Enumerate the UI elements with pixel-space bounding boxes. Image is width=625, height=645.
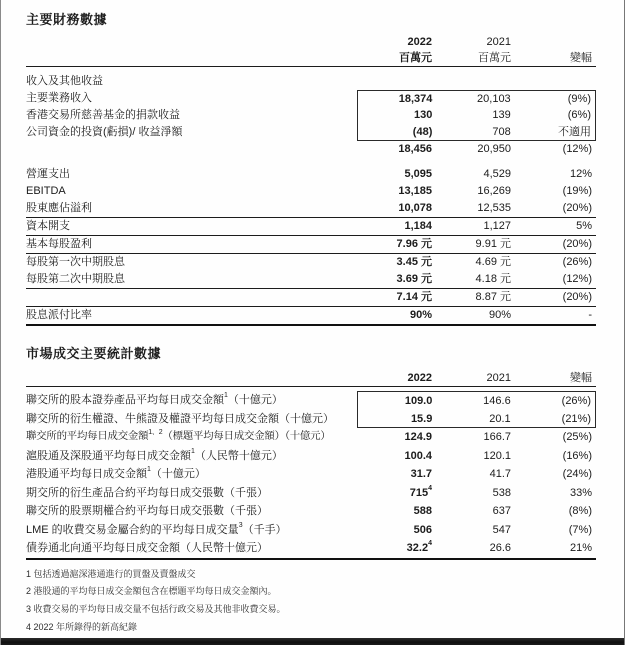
table-row <box>26 465 596 484</box>
value-2022: 5,095 <box>404 168 432 180</box>
table-row <box>26 141 596 158</box>
footnote: 4 2022 年所錄得的新高紀錄 <box>26 621 138 632</box>
value-2021: 4.18 元 <box>475 273 511 285</box>
value-2022 <box>357 73 432 90</box>
header-year-2021: 2021 <box>486 372 511 384</box>
value-2022: 100.4 <box>404 449 432 462</box>
value-2022: 13,185 <box>398 185 432 197</box>
value-2021: 139 <box>492 109 511 121</box>
row-label: 債券通北向通平均每日成交金額（人民幣十億元） <box>26 542 268 554</box>
table-row <box>26 183 596 200</box>
row-label: 收入及其他收益 <box>26 75 103 87</box>
value-2021: 90% <box>488 309 511 321</box>
value-2021: 20.1 <box>489 412 511 425</box>
row-label: 聯交所的衍生權證、牛熊證及權證平均每日成交金額（十億元） <box>26 412 334 425</box>
table-row <box>26 539 596 560</box>
row-values <box>357 218 596 235</box>
value-2022: 18,456 <box>398 143 432 155</box>
header-year-2022: 2022 <box>407 372 432 384</box>
header-year-2022: 2022 <box>407 36 432 48</box>
value-change: (26%) <box>562 256 592 268</box>
row-label: 每股第二次中期股息 <box>26 273 125 285</box>
row-values <box>357 410 596 429</box>
table-row <box>26 166 596 183</box>
value-2021: 16,269 <box>477 185 511 197</box>
value-change: 12% <box>569 168 592 180</box>
value-2022: 3.69 元 <box>396 273 432 285</box>
row-values <box>357 539 596 558</box>
table-row <box>26 271 596 289</box>
value-2022: 588 <box>413 505 432 517</box>
value-2021: 20,950 <box>477 143 511 155</box>
row-values <box>357 107 596 124</box>
row-label: 基本每股盈利 <box>26 238 92 250</box>
market-table-rows <box>26 387 596 560</box>
value-change: 33% <box>569 486 592 499</box>
row-values <box>357 141 596 158</box>
row-label: 公司資金的投資(虧損)/ 收益淨額 <box>26 126 183 138</box>
value-2022: 7.96 元 <box>396 238 432 250</box>
value-change: (20%) <box>562 291 592 303</box>
value-change: 21% <box>569 542 592 554</box>
value-2021: 9.91 元 <box>475 238 511 250</box>
value-2021: 20,103 <box>477 93 511 105</box>
value-change: (20%) <box>562 238 592 250</box>
footnote: 3 收費交易的平均每日成交量不包括行政交易及其他非收費交易。 <box>26 604 286 615</box>
row-label <box>26 289 357 306</box>
header-spacer <box>26 50 357 66</box>
header-units-cells <box>357 50 596 66</box>
value-2022: 506 <box>413 523 432 536</box>
header-years-cells <box>357 34 596 50</box>
row-values <box>357 391 596 410</box>
value-2022: 15.9 <box>410 412 433 425</box>
financial-table-header <box>26 34 596 67</box>
row-values <box>357 73 596 90</box>
value-change: (9%) <box>567 93 591 105</box>
financial-table-rows <box>26 67 596 326</box>
header-years-row <box>26 370 596 386</box>
row-values <box>357 289 596 306</box>
value-2022: 10,078 <box>398 202 432 214</box>
value-change: (16%) <box>562 449 592 462</box>
value-change: (7%) <box>568 523 592 536</box>
financial-data-section-title: 主要財務數據 <box>26 12 108 27</box>
value-change: - <box>588 309 592 321</box>
row-label: 香港交易所慈善基金的捐款收益 <box>26 109 180 121</box>
value-2021 <box>432 73 511 90</box>
value-2022: $715^4$ <box>409 484 432 499</box>
row-label: 滬股通及深股通平均每日成交金額$^1$（人民幣十億元） <box>26 447 283 462</box>
value-2022: 124.9 <box>404 431 432 443</box>
table-row <box>26 484 596 503</box>
value-2021: 637 <box>492 505 511 517</box>
row-label: 每股第一次中期股息 <box>26 256 125 268</box>
value-change: 5% <box>576 220 592 232</box>
table-row <box>26 521 596 540</box>
header-units-row <box>26 50 596 66</box>
row-values <box>357 307 596 324</box>
table-row <box>26 254 596 271</box>
row-values <box>357 183 596 200</box>
value-change: (25%) <box>562 431 592 443</box>
row-values <box>357 428 596 447</box>
row-values <box>357 124 596 141</box>
row-values <box>357 166 596 183</box>
value-change: (24%) <box>562 468 592 480</box>
header-change-spacer <box>511 34 592 50</box>
row-values <box>357 200 596 217</box>
header-change-label: 變幅 <box>570 372 592 384</box>
header-change-label: 變幅 <box>570 52 592 64</box>
value-change: (12%) <box>562 273 592 285</box>
value-change: (19%) <box>562 185 592 197</box>
table-row <box>26 447 596 466</box>
value-2022: 32.2$^4$ <box>406 540 432 554</box>
value-2021: 547 <box>492 523 511 536</box>
table-row <box>26 200 596 218</box>
value-change <box>511 73 592 90</box>
market-stats-section-title: 市場成交主要統計數據 <box>26 346 162 361</box>
row-values <box>357 447 596 466</box>
row-values <box>357 465 596 484</box>
row-label: 營運支出 <box>26 168 70 180</box>
value-2021: 538 <box>492 486 511 499</box>
row-values <box>357 502 596 521</box>
value-2022: (48) <box>412 126 433 138</box>
row-label: 期交所的衍生產品合約平均每日成交張數（千張） <box>26 486 268 499</box>
row-values <box>357 484 596 503</box>
table-row <box>26 73 596 90</box>
header-spacer <box>26 34 357 50</box>
value-2021: 12,535 <box>477 202 511 214</box>
row-label: LME 的收費交易金屬合約的平均每日成交量$^3$（千手） <box>26 521 287 536</box>
row-label: 主要業務收入 <box>26 92 92 104</box>
header-unit-2022: 百萬元 <box>399 52 432 64</box>
header-years-cells <box>357 370 596 386</box>
header-unit-2021: 百萬元 <box>478 52 511 64</box>
value-change: (8%) <box>568 505 592 517</box>
table-row <box>26 428 596 447</box>
row-values <box>357 90 596 107</box>
value-2021: 166.7 <box>483 431 511 443</box>
value-change: (6%) <box>567 109 591 121</box>
value-2022: 3.45 元 <box>396 256 432 268</box>
value-2022: 130 <box>414 109 433 121</box>
table-row <box>26 410 596 429</box>
table-row <box>26 391 596 410</box>
row-values <box>357 236 596 253</box>
value-2022: 31.7 <box>410 468 432 480</box>
value-change: 不適用 <box>558 126 591 138</box>
row-label: 聯交所的股票期權合約平均每日成交張數（千張） <box>26 505 268 517</box>
value-change: (20%) <box>562 202 592 214</box>
table-row <box>26 502 596 521</box>
row-label <box>26 141 357 158</box>
value-2022: 7.14 元 <box>396 291 432 303</box>
value-2022: 109.0 <box>404 395 433 407</box>
page-content <box>1 0 624 637</box>
value-2021: 4.69 元 <box>475 256 511 268</box>
market-table-header <box>26 370 596 387</box>
row-values <box>357 254 596 271</box>
table-row <box>26 90 596 107</box>
row-label: 股息派付比率 <box>26 309 92 321</box>
value-2021: 708 <box>492 126 511 138</box>
header-year-2021: 2021 <box>486 36 511 48</box>
value-2022: 18,374 <box>398 93 433 105</box>
table-row <box>26 289 596 307</box>
cropped-next-section-bar <box>1 638 624 645</box>
table-row <box>26 107 596 124</box>
row-label: 股東應佔溢利 <box>26 202 92 214</box>
row-values <box>357 521 596 540</box>
table-row <box>26 307 596 326</box>
footnotes <box>26 566 596 637</box>
value-2022: 1,184 <box>404 220 432 232</box>
value-2021: 26.6 <box>489 542 511 554</box>
table-row <box>26 124 596 141</box>
value-change: (12%) <box>562 143 592 155</box>
value-2022: 90% <box>409 309 432 321</box>
footnote: 2 港股通的平均每日成交金額包含在標題平均每日成交金額內。 <box>26 586 277 597</box>
value-change: (26%) <box>561 395 591 407</box>
value-2021: 4,529 <box>483 168 511 180</box>
row-label: 聯交所的平均每日成交金額$^{1、2}$（標題平均每日成交金額）（十億元） <box>26 428 331 442</box>
value-2021: 120.1 <box>483 449 511 462</box>
footnote: 1 包括透過滬深港通進行的買盤及賣盤成交 <box>26 568 196 579</box>
row-values <box>357 271 596 288</box>
row-label: EBITDA <box>26 185 66 197</box>
value-2021: 41.7 <box>489 468 511 480</box>
header-years-row <box>26 34 596 50</box>
table-row <box>26 236 596 254</box>
value-change: (21%) <box>561 412 591 425</box>
header-spacer <box>26 370 357 386</box>
value-2021: 8.87 元 <box>475 291 511 303</box>
row-label: 資本開支 <box>26 220 70 232</box>
table-row <box>26 218 596 236</box>
row-label: 港股通平均每日成交金額$^1$（十億元） <box>26 466 206 480</box>
value-2021: 146.6 <box>483 395 511 407</box>
row-label: 聯交所的股本證券產品平均每日成交金額$^1$（十億元） <box>26 392 283 406</box>
value-2021: 1,127 <box>483 220 511 232</box>
